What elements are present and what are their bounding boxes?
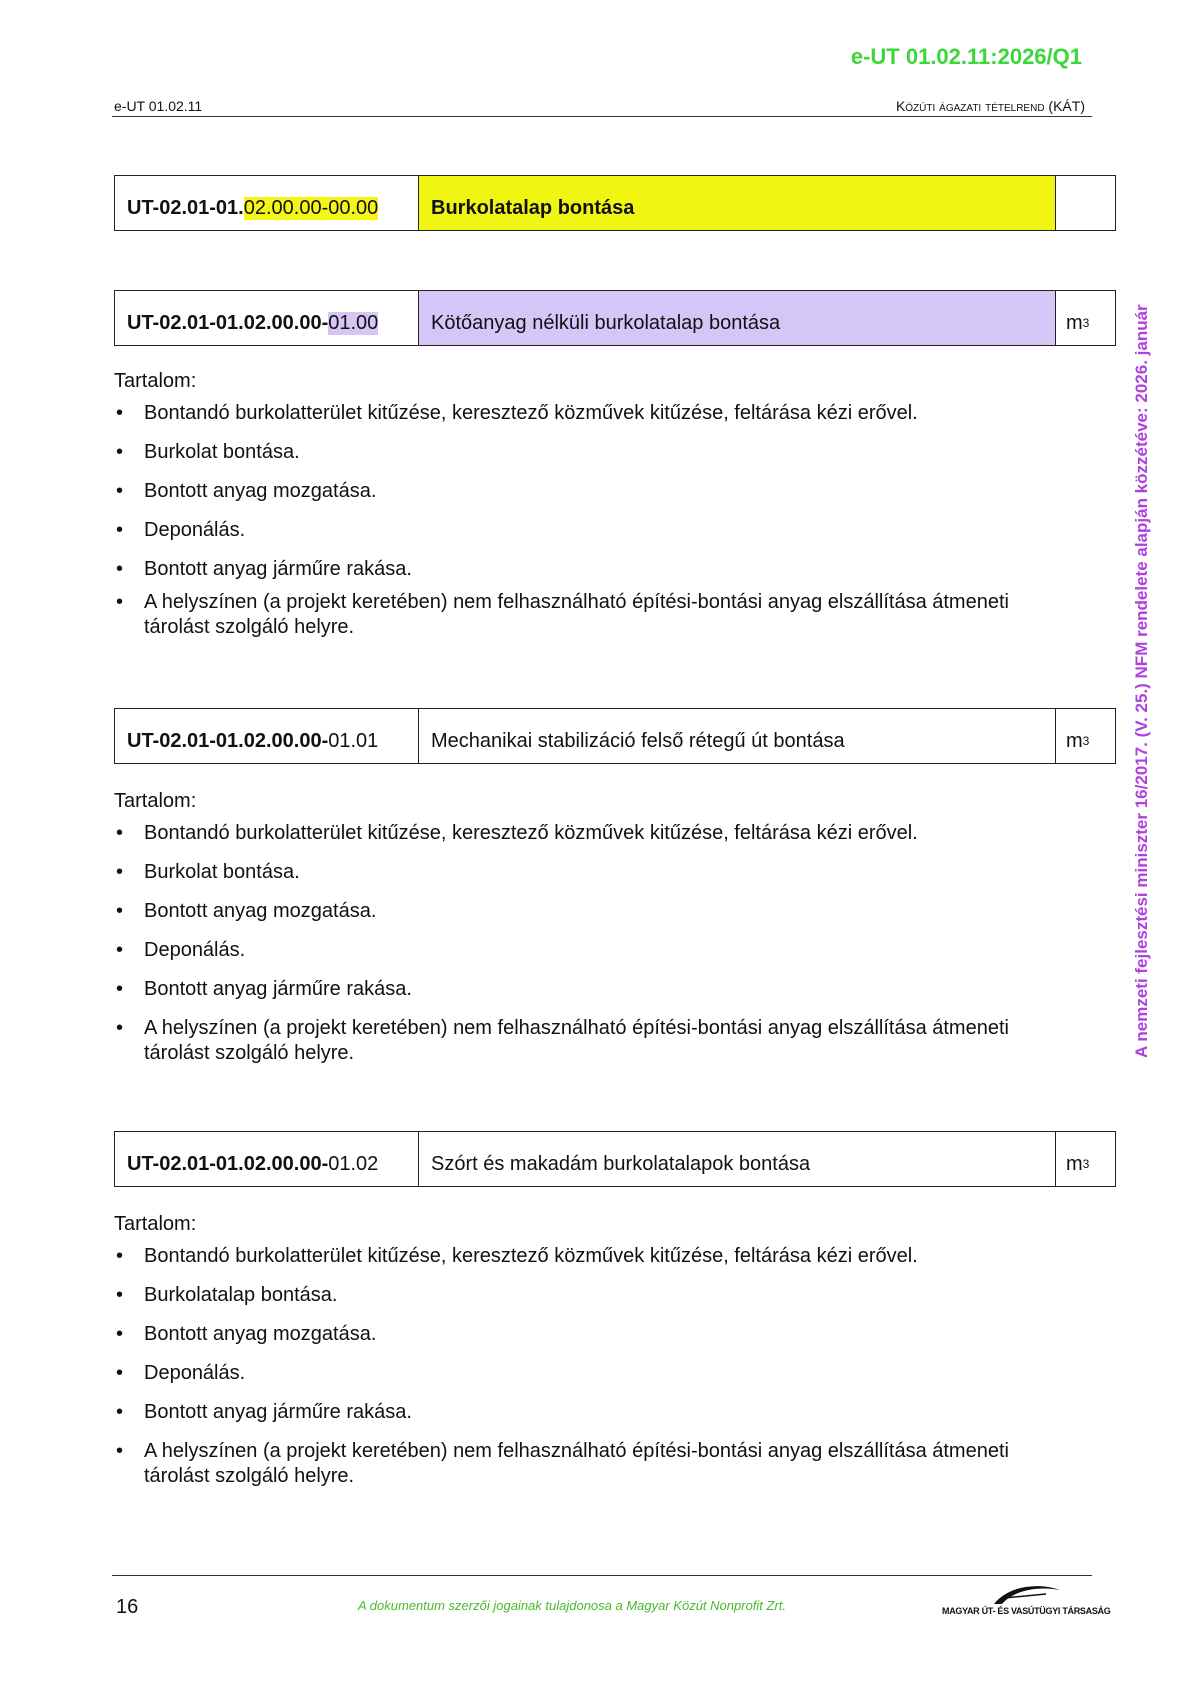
item-unit [1056, 176, 1115, 230]
item-title: Szórt és makadám burkolatalapok bontása [419, 1132, 1056, 1186]
list-item: • Bontott anyag járműre rakása. [114, 557, 1074, 582]
list-item: • Bontott anyag járműre rakása. [114, 977, 1074, 1002]
content-block-2 [114, 790, 1074, 1080]
logo-arc-icon [942, 1580, 1092, 1606]
list-item: • Burkolat bontása. [114, 860, 1074, 885]
item-code-rest: 01.02 [328, 1152, 379, 1175]
list-item: • A helyszínen (a projekt keretében) nem felhasználható építési-bontási anyag elszállítása átmeneti tárolást szolgáló helyre. [114, 1016, 1074, 1066]
item-title: Kötőanyag nélküli burkolatalap bontása [419, 291, 1056, 345]
item-code [115, 291, 419, 345]
item-row-01-01 [114, 708, 1116, 764]
item-code [115, 1132, 419, 1186]
bullet-list [114, 821, 1074, 1066]
list-item: • Deponálás. [114, 1361, 1074, 1386]
logo [942, 1580, 1111, 1622]
list-item: • Burkolat bontása. [114, 440, 1074, 465]
sidebar-note: A nemzeti fejlesztési miniszter 16/2017. (V. 25.) NFM rendelete alapján közzétéve: 2026. január [1132, 304, 1151, 1058]
list-item: • Burkolatalap bontása. [114, 1283, 1074, 1308]
list-item: • Bontott anyag mozgatása. [114, 479, 1074, 504]
item-code-highlight: 02.00.00-00.00 [243, 196, 379, 219]
item-code [115, 709, 419, 763]
document-code: e-UT 01.02.11:2026/Q1 [850, 44, 1082, 69]
item-unit: m 3 [1066, 729, 1090, 752]
item-row-01-02 [114, 1131, 1116, 1187]
list-item: • A helyszínen (a projekt keretében) nem felhasználható építési-bontási anyag elszállítása átmeneti tárolást szolgáló helyre. [114, 590, 1074, 640]
header-divider [112, 116, 1092, 117]
item-row-01-00 [114, 290, 1116, 346]
list-item: • A helyszínen (a projekt keretében) nem felhasználható építési-bontási anyag elszállítása átmeneti tárolást szolgáló helyre. [114, 1439, 1074, 1489]
item-code-bold: UT-02.01-01.02.00.00- [127, 1152, 329, 1175]
header-right: Közúti ágazati tételrend (KÁT) [895, 98, 1085, 114]
content-label: Tartalom: [114, 1213, 197, 1235]
item-title: Burkolatalap bontása [419, 176, 1056, 230]
content-label: Tartalom: [114, 370, 197, 392]
item-code-bold: UT-02.01-01.02.00.00- [127, 311, 329, 334]
list-item: • Bontott anyag mozgatása. [114, 1322, 1074, 1347]
list-item: • Bontott anyag mozgatása. [114, 899, 1074, 924]
bullet-list [114, 1244, 1074, 1489]
item-code-rest: 01.01 [328, 729, 379, 752]
item-code-bold: UT-02.01-01.02.00.00- [127, 729, 329, 752]
item-code-highlight: 01.00 [328, 311, 379, 334]
bullet-list [114, 401, 1074, 640]
list-item: • Deponálás. [114, 518, 1074, 543]
list-item: • Bontandó burkolatterület kitűzése, keresztező közművek kitűzése, feltárása kézi erővel. [114, 821, 1074, 846]
content-block-1 [114, 370, 1074, 654]
footer-divider [112, 1575, 1092, 1576]
item-code-bold: UT-02.01-01. [127, 196, 244, 219]
list-item: • Bontott anyag járműre rakása. [114, 1400, 1074, 1425]
list-item: • Deponálás. [114, 938, 1074, 963]
footer-copyright: A dokumentum szerzői jogainak tulajdonosa a Magyar Közút Nonprofit Zrt. [358, 1598, 787, 1613]
page-number: 16 [116, 1596, 139, 1618]
item-row-main [114, 175, 1116, 231]
item-code [115, 176, 419, 230]
item-unit: m 3 [1066, 1152, 1090, 1175]
list-item: • Bontandó burkolatterület kitűzése, keresztező közművek kitűzése, feltárása kézi erővel. [114, 401, 1074, 426]
item-unit: m 3 [1066, 311, 1090, 334]
item-title: Mechanikai stabilizáció felső rétegű út bontása [419, 709, 1056, 763]
list-item: • Bontandó burkolatterület kitűzése, keresztező közművek kitűzése, feltárása kézi erővel. [114, 1244, 1074, 1269]
content-label: Tartalom: [114, 790, 197, 812]
content-block-3 [114, 1213, 1074, 1503]
header-left: e-UT 01.02.11 [114, 98, 203, 114]
logo-text: MAGYAR ÚT- ÉS VASÚTÜGYI TÁRSASÁG [942, 1606, 1111, 1616]
